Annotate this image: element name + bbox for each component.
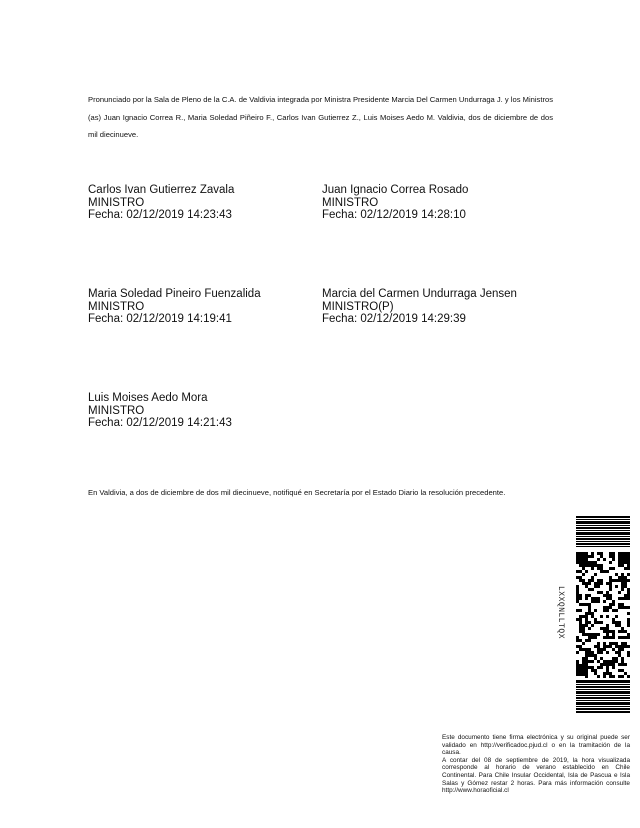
signer-name: Juan Ignacio Correa Rosado [322,184,469,196]
signer-role: MINISTRO [88,196,145,209]
signature-block [88,288,261,326]
signer-role: MINISTRO [88,300,145,313]
signer-name: Carlos Ivan Gutierrez Zavala [88,184,235,196]
signature-date: Fecha: 02/12/2019 14:23:43 [88,209,232,221]
signature-block [88,184,234,222]
signer-role: MINISTRO(P) [322,300,394,313]
signature-date: Fecha: 02/12/2019 14:21:43 [88,417,232,429]
signer-role: MINISTRO [88,404,145,417]
electronic-signature-note [442,734,630,795]
signature-date: Fecha: 02/12/2019 14:29:39 [322,313,466,325]
signature-block [322,288,517,326]
signer-name: Marcia del Carmen Undurraga Jensen [322,288,517,300]
signature-block [322,184,468,222]
notification-paragraph: En Valdivia, a dos de diciembre de dos mil diecinueve, notifiqué en Secretaría por el Estado Diario la resolución precedente. [88,488,506,497]
signer-name: Maria Soledad Pineiro Fuenzalida [88,288,261,300]
signature-block [88,392,232,430]
signature-date: Fecha: 02/12/2019 14:19:41 [88,313,232,325]
signature-date: Fecha: 02/12/2019 14:28:10 [322,209,466,221]
footer-timezone-text: A contar del 08 de septiembre de 2019, la hora visualizada corresponde al horario de verano establecido en Chile Continental. Para Chile Insular Occidental, Isla de Pascua e Isla Salas y Gómez restar 2 horas. Para más información consulte http://www.horaoficial.cl [442,756,630,795]
footer-validation-text: Este documento tiene firma electrónica y su original puede ser validado en http://verificadoc.pjud.cl o en la tramitación de la causa. [442,734,630,757]
pronouncement-paragraph: Pronunciado por la Sala de Pleno de la C.A. de Valdivia integrada por Ministra Presidente Marcia Del Carmen Undurraga J. y los Ministros (as) Juan Ignacio Correa R., Maria Soledad Piñeiro F., Carlos Ivan Gutierrez Z., Luis Moises Aedo M. Valdivia, dos de diciembre de dos mil diecinueve. [88,95,553,139]
verification-barcode [576,516,630,714]
signer-role: MINISTRO [322,196,379,209]
signer-name: Luis Moises Aedo Mora [88,392,208,404]
verification-code: LXXQNLLTQX [556,586,565,640]
